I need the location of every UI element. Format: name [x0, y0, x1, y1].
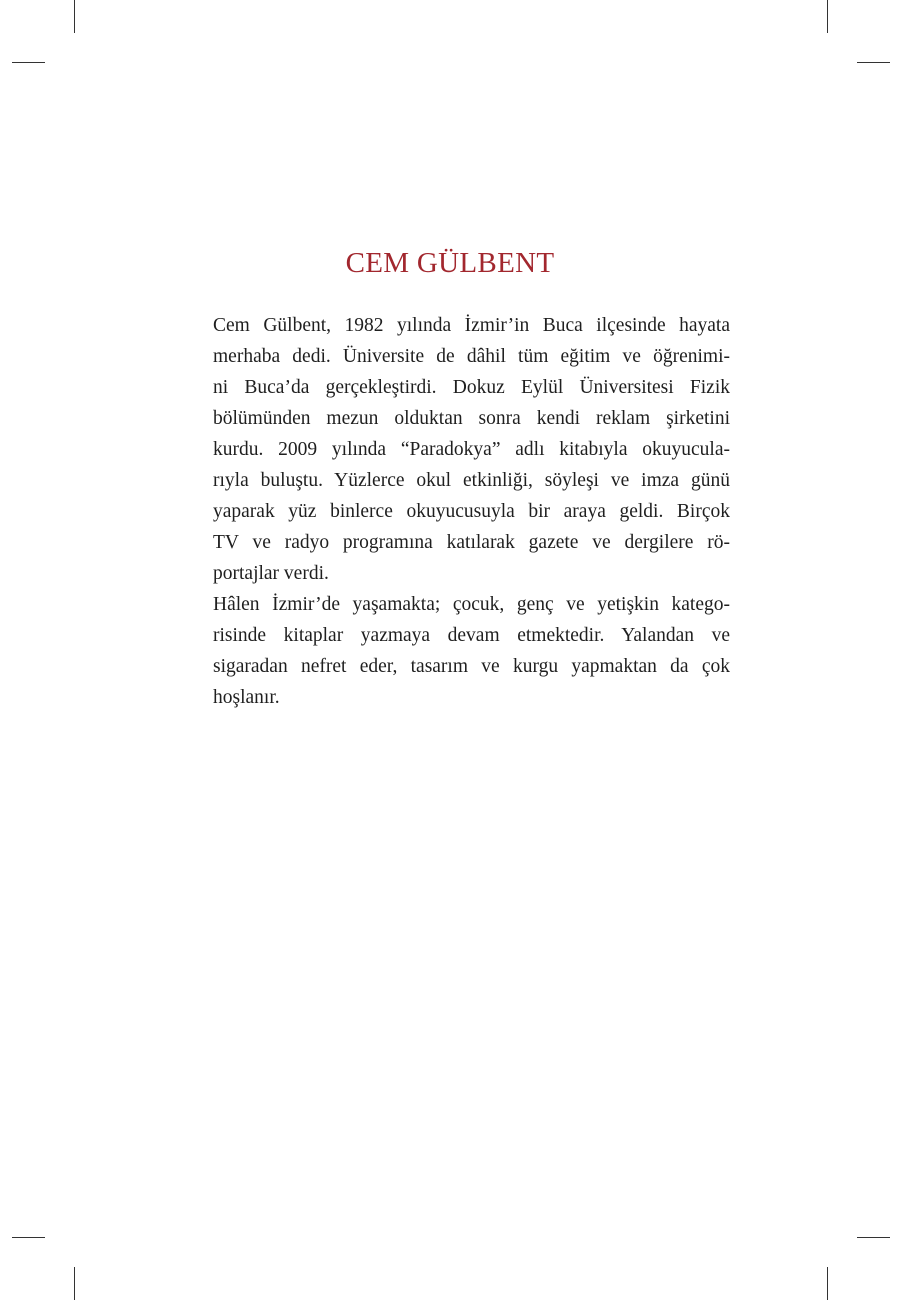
- crop-mark-bottom-right-horizontal: [857, 1237, 890, 1238]
- bio-line: Cem Gülbent, 1982 yılında İzmir’in Buca ilçesinde hayata: [213, 315, 730, 336]
- crop-mark-bottom-right-vertical: [827, 1267, 828, 1300]
- author-biography: [213, 310, 730, 713]
- bio-line: bölümünden mezun olduktan sonra kendi reklam şirketini: [213, 408, 730, 429]
- crop-mark-top-left-vertical: [74, 0, 75, 33]
- crop-mark-bottom-left-horizontal: [12, 1237, 45, 1238]
- bio-line: Hâlen İzmir’de yaşamakta; çocuk, genç ve yetişkin katego-: [213, 594, 730, 615]
- author-name-heading: CEM GÜLBENT: [345, 247, 555, 279]
- crop-mark-top-right-horizontal: [857, 62, 890, 63]
- bio-line: merhaba dedi. Üniversite de dâhil tüm eğitim ve öğrenimi-: [213, 346, 730, 367]
- crop-mark-top-right-vertical: [827, 0, 828, 33]
- bio-line: risinde kitaplar yazmaya devam etmektedir. Yalandan ve: [213, 625, 730, 646]
- bio-line: rıyla buluştu. Yüzlerce okul etkinliği, söyleşi ve imza günü: [213, 470, 730, 491]
- bio-line: yaparak yüz binlerce okuyucusuyla bir araya geldi. Birçok: [213, 501, 730, 522]
- bio-line: hoşlanır.: [213, 687, 280, 708]
- bio-line: ni Buca’da gerçekleştirdi. Dokuz Eylül Üniversitesi Fizik: [213, 377, 730, 398]
- crop-mark-bottom-left-vertical: [74, 1267, 75, 1300]
- bio-line: sigaradan nefret eder, tasarım ve kurgu yapmaktan da çok: [213, 656, 730, 677]
- bio-line: kurdu. 2009 yılında “Paradokya” adlı kitabıyla okuyucula-: [213, 439, 730, 460]
- crop-mark-top-left-horizontal: [12, 62, 45, 63]
- bio-line: TV ve radyo programına katılarak gazete ve dergilere rö-: [213, 532, 730, 553]
- bio-line: portajlar verdi.: [213, 563, 329, 584]
